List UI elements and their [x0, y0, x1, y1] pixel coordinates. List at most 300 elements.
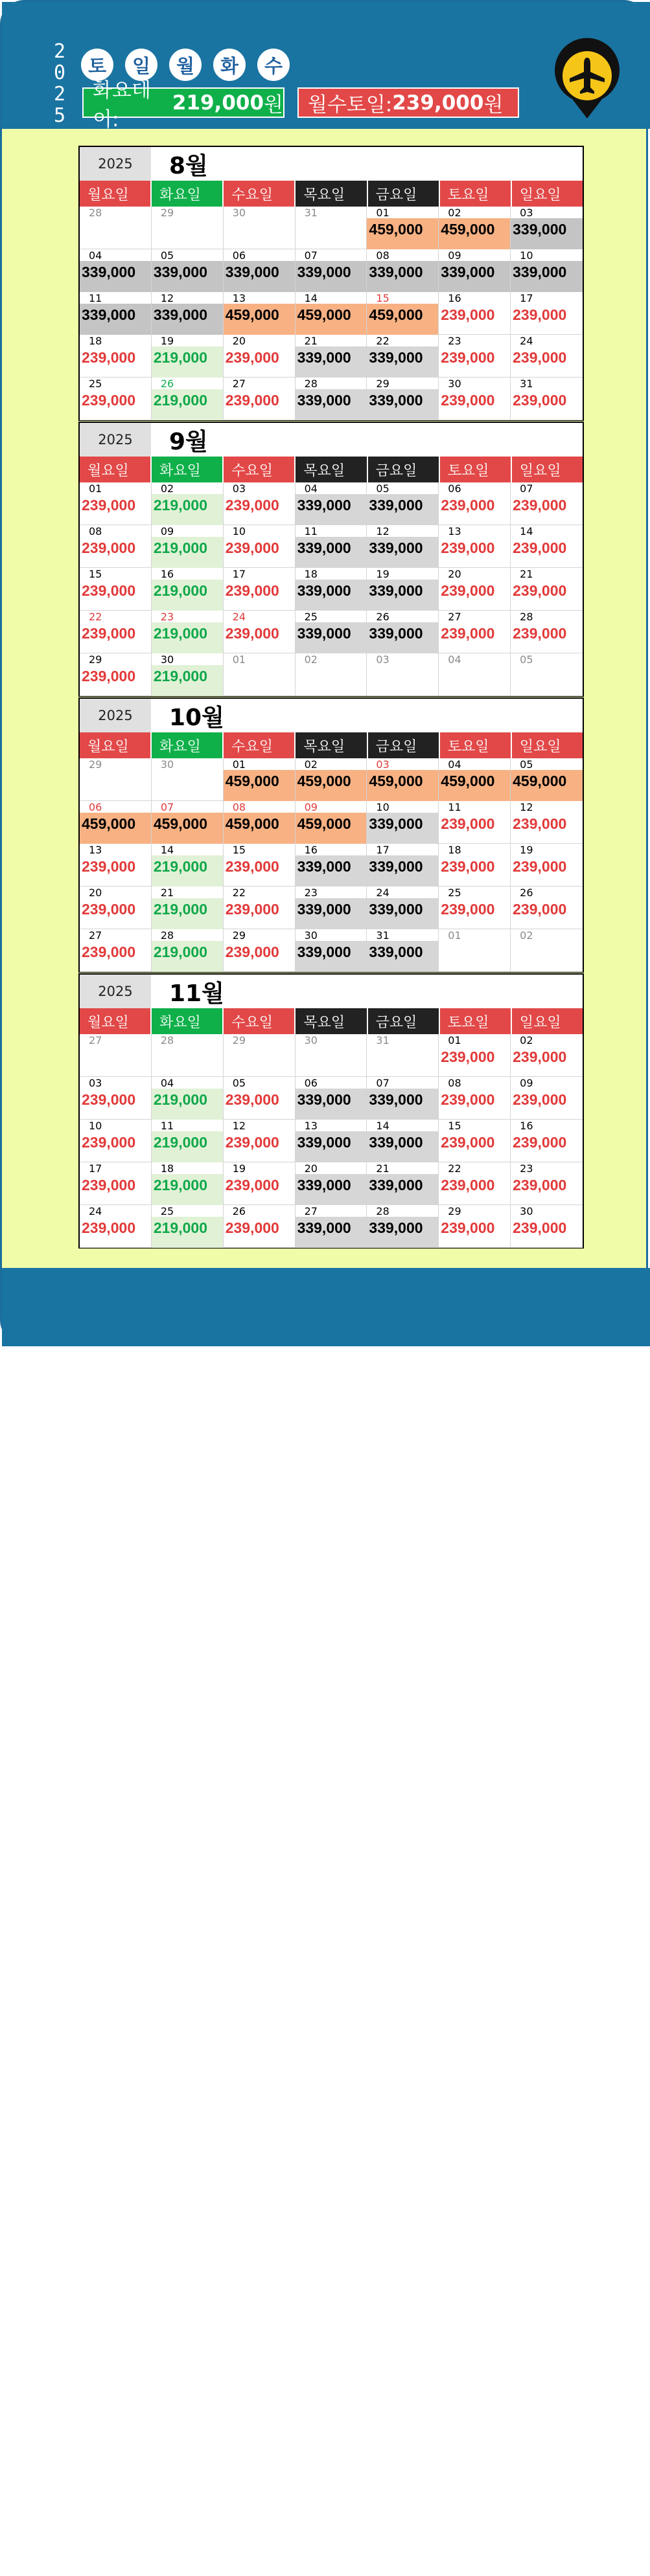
day-price: 239,000: [225, 392, 279, 409]
weekday-header-sat: 토요일: [440, 1008, 512, 1034]
day-cell: [224, 1120, 296, 1162]
day-price: 219,000: [153, 858, 207, 875]
day-number: 02: [304, 653, 318, 666]
weekday-header-row: [80, 1008, 583, 1034]
day-number: 16: [304, 844, 318, 856]
day-price: 239,000: [513, 625, 567, 642]
day-cell: [367, 482, 439, 525]
day-price: 459,000: [513, 773, 567, 789]
day-price: 459,000: [441, 221, 495, 238]
day-price: 459,000: [297, 773, 351, 789]
month-calendar: [78, 146, 584, 421]
day-number: 08: [448, 1077, 461, 1089]
day-cell: [439, 653, 511, 696]
day-price: 219,000: [153, 539, 207, 556]
day-number: 18: [89, 335, 102, 347]
day-price: 459,000: [225, 306, 279, 323]
weekday-header-mon: 월요일: [80, 457, 152, 482]
day-number: 01: [232, 653, 246, 666]
day-cell: [224, 249, 296, 292]
day-price: 339,000: [513, 264, 567, 280]
day-number: 27: [304, 1205, 318, 1217]
day-grid: [80, 1034, 583, 1248]
day-number: 30: [160, 653, 174, 666]
day-price: 339,000: [369, 497, 423, 514]
day-price: 239,000: [225, 943, 279, 960]
day-number: 25: [304, 611, 318, 623]
day-cell: [367, 801, 439, 844]
day-price: 339,000: [513, 221, 567, 238]
day-price: 339,000: [369, 1091, 423, 1108]
day-number: 22: [376, 335, 389, 347]
day-price: 219,000: [153, 582, 207, 599]
day-cell: [439, 482, 511, 525]
day-cell: [296, 207, 367, 249]
day-number: 07: [520, 482, 533, 495]
day-price: 459,000: [369, 221, 423, 238]
day-price: 339,000: [297, 349, 351, 366]
day-price: 339,000: [369, 539, 423, 556]
day-number: 10: [520, 249, 533, 262]
weekday-header-sat: 토요일: [440, 181, 512, 207]
day-cell: [511, 378, 583, 420]
day-price: 239,000: [225, 901, 279, 918]
day-number: 08: [232, 801, 246, 813]
day-price: 239,000: [441, 815, 495, 832]
day-cell: [224, 1077, 296, 1120]
day-cell: [367, 335, 439, 378]
day-cell: [296, 292, 367, 335]
day-price: 239,000: [225, 625, 279, 642]
day-number: 03: [520, 207, 533, 219]
day-cell: [80, 1034, 152, 1077]
year-digit: 5: [53, 104, 66, 127]
day-number: 23: [304, 887, 318, 899]
day-price: 339,000: [369, 349, 423, 366]
day-cell: [80, 335, 152, 378]
day-price: 339,000: [369, 625, 423, 642]
day-cell: [511, 482, 583, 525]
day-price: 239,000: [513, 349, 567, 366]
day-number: 16: [520, 1120, 533, 1132]
day-cell: [224, 611, 296, 653]
day-cell: [296, 1077, 367, 1120]
day-number: 03: [376, 653, 389, 666]
day-price: 239,000: [225, 1134, 279, 1151]
weekday-header-wed: 수요일: [224, 732, 296, 758]
day-cell: [152, 378, 224, 420]
day-number: 28: [89, 207, 102, 219]
day-price: 239,000: [441, 497, 495, 514]
day-cell: [152, 1034, 224, 1077]
day-number: 29: [232, 1034, 246, 1046]
tuesday-price-label: 화요데이:: [93, 78, 151, 131]
other-days-price-box: [297, 87, 519, 118]
day-cell: [367, 887, 439, 929]
day-price: 459,000: [82, 815, 136, 832]
day-number: 23: [160, 611, 174, 623]
month-title: 10월: [169, 704, 224, 731]
day-cell: [511, 525, 583, 568]
day-number: 15: [376, 292, 389, 304]
day-number: 11: [160, 1120, 174, 1132]
day-number: 15: [89, 568, 102, 580]
day-cell: [296, 611, 367, 653]
day-price: 239,000: [82, 1177, 136, 1193]
day-number: 14: [304, 292, 318, 304]
day-cell: [439, 1034, 511, 1077]
day-cell: [224, 887, 296, 929]
day-cell: [367, 1077, 439, 1120]
day-cell: [367, 611, 439, 653]
day-cell: [80, 1120, 152, 1162]
day-number: 06: [232, 249, 246, 262]
day-cell: [296, 1034, 367, 1077]
day-cell: [152, 801, 224, 844]
day-cell: [152, 611, 224, 653]
day-price: 339,000: [82, 264, 136, 280]
day-number: 20: [232, 335, 246, 347]
day-number: 02: [448, 207, 461, 219]
day-cell: [511, 249, 583, 292]
day-price: 459,000: [369, 306, 423, 323]
day-number: 22: [89, 611, 102, 623]
day-cell: [511, 292, 583, 335]
day-price: 339,000: [369, 582, 423, 599]
day-price: 239,000: [513, 858, 567, 875]
day-number: 07: [160, 801, 174, 813]
day-number: 06: [448, 482, 461, 495]
day-price: 239,000: [513, 306, 567, 323]
day-cell: [439, 568, 511, 611]
day-number: 07: [376, 1077, 389, 1089]
day-cell: [152, 207, 224, 249]
day-number: 31: [376, 1034, 389, 1046]
weekday-header-fri: 금요일: [368, 732, 440, 758]
weekday-header-tue: 화요일: [152, 1008, 224, 1034]
year-digit: 2: [53, 83, 66, 106]
day-number: 01: [376, 207, 389, 219]
day-number: 21: [376, 1162, 389, 1175]
day-number: 27: [89, 1034, 102, 1046]
day-cell: [80, 207, 152, 249]
month-year-label: 2025: [80, 423, 151, 457]
day-number: 30: [160, 758, 174, 771]
day-number: 02: [160, 482, 174, 495]
day-number: 28: [160, 929, 174, 942]
day-number: 24: [89, 1205, 102, 1217]
other-days-price-label: 월수토일:: [308, 93, 393, 117]
day-number: 19: [520, 844, 533, 856]
month-title: 8월: [169, 152, 208, 179]
day-number: 12: [520, 801, 533, 813]
day-cell: [80, 568, 152, 611]
day-price: 239,000: [82, 625, 136, 642]
day-number: 31: [520, 378, 533, 390]
airplane-pin-icon: [553, 42, 621, 120]
day-cell: [439, 207, 511, 249]
day-price: 339,000: [297, 1219, 351, 1236]
day-cell: [439, 1162, 511, 1205]
day-number: 05: [520, 758, 533, 771]
day-price: 339,000: [297, 1091, 351, 1108]
day-price: 239,000: [441, 1048, 495, 1065]
day-number: 26: [160, 378, 174, 390]
day-cell: [80, 887, 152, 929]
day-number: 31: [376, 929, 389, 942]
day-price: 239,000: [441, 858, 495, 875]
day-price: 339,000: [441, 264, 495, 280]
day-number: 28: [376, 1205, 389, 1217]
day-cell: [152, 1077, 224, 1120]
day-cell: [367, 1120, 439, 1162]
other-days-price-value: 239,000: [392, 91, 484, 115]
weekday-header-sun: 일요일: [512, 457, 583, 482]
day-price: 339,000: [369, 815, 423, 832]
day-cell: [439, 249, 511, 292]
day-cell: [296, 887, 367, 929]
day-price: 459,000: [297, 306, 351, 323]
day-number: 05: [520, 653, 533, 666]
day-number: 23: [520, 1162, 533, 1175]
day-cell: [367, 568, 439, 611]
day-number: 12: [160, 292, 174, 304]
day-circle-sat: 토: [81, 49, 113, 81]
day-number: 13: [304, 1120, 318, 1132]
day-cell: [296, 335, 367, 378]
day-cell: [224, 653, 296, 696]
day-number: 09: [448, 249, 461, 262]
day-price: 459,000: [225, 815, 279, 832]
day-price: 239,000: [82, 497, 136, 514]
day-price: 339,000: [369, 1134, 423, 1151]
day-cell: [80, 611, 152, 653]
day-cell: [152, 1162, 224, 1205]
day-cell: [296, 525, 367, 568]
day-cell: [439, 929, 511, 972]
day-number: 26: [376, 611, 389, 623]
day-cell: [367, 207, 439, 249]
day-cell: [439, 611, 511, 653]
day-number: 06: [89, 801, 102, 813]
day-number: 17: [232, 568, 246, 580]
day-number: 09: [304, 801, 318, 813]
day-number: 30: [304, 1034, 318, 1046]
month-year-label: 2025: [80, 147, 151, 181]
day-price: 239,000: [441, 625, 495, 642]
weekday-header-tue: 화요일: [152, 457, 224, 482]
day-number: 03: [376, 758, 389, 771]
day-price: 459,000: [369, 773, 423, 789]
day-number: 26: [232, 1205, 246, 1217]
day-number: 24: [376, 887, 389, 899]
day-price: 219,000: [153, 668, 207, 684]
day-number: 18: [304, 568, 318, 580]
day-number: 17: [89, 1162, 102, 1175]
day-number: 08: [89, 525, 102, 537]
day-number: 21: [304, 335, 318, 347]
day-cell: [224, 568, 296, 611]
day-number: 27: [448, 611, 461, 623]
weekday-header-row: [80, 181, 583, 207]
day-cell: [296, 249, 367, 292]
day-cell: [152, 929, 224, 972]
day-number: 11: [89, 292, 102, 304]
day-price: 219,000: [153, 625, 207, 642]
day-cell: [152, 758, 224, 801]
day-number: 29: [89, 758, 102, 771]
day-price: 239,000: [225, 858, 279, 875]
day-number: 18: [160, 1162, 174, 1175]
day-price: 339,000: [369, 901, 423, 918]
day-cell: [80, 1162, 152, 1205]
day-price: 219,000: [153, 392, 207, 409]
day-price: 239,000: [441, 306, 495, 323]
day-number: 05: [160, 249, 174, 262]
day-number: 03: [232, 482, 246, 495]
day-cell: [224, 335, 296, 378]
day-number: 04: [304, 482, 318, 495]
day-cell: [511, 1205, 583, 1248]
day-price: 239,000: [82, 1091, 136, 1108]
day-cell: [439, 1077, 511, 1120]
day-price: 239,000: [513, 1177, 567, 1193]
other-days-price-unit: 원: [483, 93, 504, 117]
day-number: 25: [89, 378, 102, 390]
day-number: 19: [232, 1162, 246, 1175]
day-cell: [296, 1162, 367, 1205]
day-number: 13: [89, 844, 102, 856]
weekday-header-sat: 토요일: [440, 457, 512, 482]
day-number: 24: [520, 335, 533, 347]
day-cell: [152, 653, 224, 696]
day-cell: [224, 207, 296, 249]
day-number: 06: [304, 1077, 318, 1089]
day-cell: [439, 335, 511, 378]
day-price: 239,000: [513, 815, 567, 832]
day-number: 28: [160, 1034, 174, 1046]
day-number: 15: [448, 1120, 461, 1132]
day-cell: [152, 249, 224, 292]
day-price: 239,000: [225, 1091, 279, 1108]
day-number: 13: [232, 292, 246, 304]
day-cell: [296, 568, 367, 611]
day-cell: [80, 249, 152, 292]
month-year-label: 2025: [80, 975, 151, 1008]
day-price: 239,000: [225, 582, 279, 599]
day-price: 339,000: [297, 1177, 351, 1193]
day-price: 239,000: [82, 668, 136, 684]
day-grid: [80, 758, 583, 972]
weekday-header-fri: 금요일: [368, 181, 440, 207]
day-cell: [224, 801, 296, 844]
day-cell: [152, 525, 224, 568]
day-number: 13: [448, 525, 461, 537]
day-price: 239,000: [441, 901, 495, 918]
day-number: 25: [160, 1205, 174, 1217]
day-cell: [296, 1120, 367, 1162]
day-price: 339,000: [297, 392, 351, 409]
day-price: 239,000: [441, 1091, 495, 1108]
day-cell: [152, 335, 224, 378]
day-number: 22: [448, 1162, 461, 1175]
day-cell: [511, 611, 583, 653]
day-number: 23: [448, 335, 461, 347]
day-price: 239,000: [513, 901, 567, 918]
day-number: 16: [448, 292, 461, 304]
day-cell: [296, 758, 367, 801]
day-cell: [296, 653, 367, 696]
weekday-header-sun: 일요일: [512, 181, 583, 207]
day-number: 30: [448, 378, 461, 390]
day-cell: [367, 844, 439, 887]
day-price: 339,000: [369, 1219, 423, 1236]
day-number: 09: [520, 1077, 533, 1089]
month-title: 9월: [169, 428, 208, 455]
day-number: 07: [304, 249, 318, 262]
day-cell: [152, 887, 224, 929]
day-cell: [80, 929, 152, 972]
day-price: 339,000: [297, 858, 351, 875]
weekday-header-tue: 화요일: [152, 732, 224, 758]
weekday-header-wed: 수요일: [224, 457, 296, 482]
day-number: 03: [89, 1077, 102, 1089]
day-number: 22: [232, 887, 246, 899]
day-cell: [511, 887, 583, 929]
day-number: 19: [376, 568, 389, 580]
day-cell: [511, 929, 583, 972]
day-number: 14: [160, 844, 174, 856]
day-cell: [224, 1162, 296, 1205]
day-cell: [224, 844, 296, 887]
day-price: 239,000: [441, 1219, 495, 1236]
header: [2, 2, 650, 129]
day-cell: [439, 292, 511, 335]
day-price: 459,000: [297, 815, 351, 832]
day-cell: [367, 249, 439, 292]
day-number: 10: [232, 525, 246, 537]
day-circle-wed: 수: [257, 49, 290, 81]
day-cell: [367, 653, 439, 696]
day-price: 339,000: [297, 264, 351, 280]
weekday-header-thu: 목요일: [296, 732, 367, 758]
day-price: 339,000: [369, 264, 423, 280]
day-number: 20: [448, 568, 461, 580]
day-price: 239,000: [225, 539, 279, 556]
month-title: 11월: [169, 980, 224, 1007]
tuesday-price-value: 219,000: [172, 91, 264, 115]
day-cell: [296, 844, 367, 887]
weekday-header-sat: 토요일: [440, 732, 512, 758]
day-number: 21: [160, 887, 174, 899]
day-cell: [439, 378, 511, 420]
day-cell: [152, 292, 224, 335]
day-number: 28: [304, 378, 318, 390]
day-number: 09: [160, 525, 174, 537]
weekday-header-mon: 월요일: [80, 1008, 152, 1034]
month-calendar: [78, 697, 584, 973]
day-number: 25: [448, 887, 461, 899]
day-price: 339,000: [369, 858, 423, 875]
day-number: 12: [376, 525, 389, 537]
day-cell: [80, 758, 152, 801]
day-cell: [80, 378, 152, 420]
day-price: 219,000: [153, 1219, 207, 1236]
day-price: 339,000: [369, 943, 423, 960]
day-price: 239,000: [441, 392, 495, 409]
weekday-header-wed: 수요일: [224, 181, 296, 207]
day-number: 12: [232, 1120, 246, 1132]
